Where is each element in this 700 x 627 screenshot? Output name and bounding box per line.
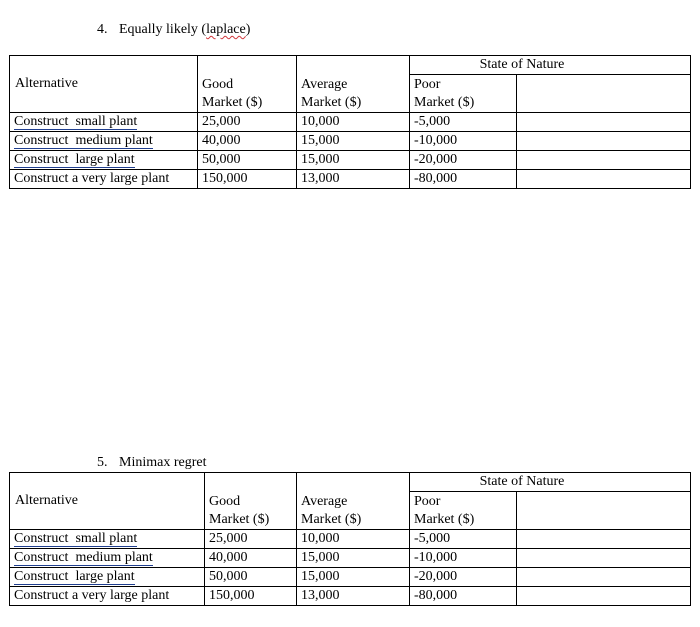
spellcheck-flagged-word[interactable]: laplace xyxy=(206,22,246,37)
good-market-header: Good Market ($) xyxy=(198,75,297,113)
table-row xyxy=(10,170,691,189)
header-blank-cell xyxy=(205,473,297,492)
good-value: 25,000 xyxy=(198,113,297,132)
table-row xyxy=(10,549,691,568)
alternative-header: Alternative xyxy=(10,56,198,113)
poor-value: -5,000 xyxy=(410,530,517,549)
alternative-cell[interactable]: Construct large plant xyxy=(10,568,205,587)
section-5-title: Minimax regret xyxy=(119,455,207,470)
poor-value: -10,000 xyxy=(410,549,517,568)
section-5-heading xyxy=(97,455,206,471)
average-value: 15,000 xyxy=(297,549,410,568)
good-value: 50,000 xyxy=(198,151,297,170)
average-value: 15,000 xyxy=(297,151,410,170)
average-market-header: Average Market ($) xyxy=(297,75,410,113)
alternative-cell[interactable]: Construct medium plant xyxy=(10,549,205,568)
good-value: 150,000 xyxy=(205,587,297,606)
empty-cell xyxy=(517,549,691,568)
average-value: 13,000 xyxy=(297,170,410,189)
average-value: 10,000 xyxy=(297,530,410,549)
good-market-header: Good Market ($) xyxy=(205,492,297,530)
state-of-nature-header: State of Nature xyxy=(410,473,691,492)
alternative-header: Alternative xyxy=(10,473,205,530)
alternative-cell: Construct a very large plant xyxy=(10,587,205,606)
poor-value: -20,000 xyxy=(410,568,517,587)
table-row xyxy=(10,132,691,151)
empty-cell xyxy=(517,132,691,151)
empty-cell xyxy=(517,151,691,170)
header-blank-cell xyxy=(297,473,410,492)
good-value: 150,000 xyxy=(198,170,297,189)
section-4-title: Equally likely ( xyxy=(119,22,207,37)
table-row xyxy=(10,568,691,587)
average-market-header: Average Market ($) xyxy=(297,492,410,530)
empty-cell xyxy=(517,113,691,132)
poor-value: -5,000 xyxy=(410,113,517,132)
average-value: 10,000 xyxy=(297,113,410,132)
alternative-cell[interactable]: Construct large plant xyxy=(10,151,198,170)
good-value: 50,000 xyxy=(205,568,297,587)
empty-column-header xyxy=(517,75,691,113)
table-row xyxy=(10,113,691,132)
header-blank-cell xyxy=(297,56,410,75)
header-blank-cell xyxy=(198,56,297,75)
poor-value: -80,000 xyxy=(410,587,517,606)
good-value: 40,000 xyxy=(205,549,297,568)
empty-cell xyxy=(517,530,691,549)
table-row xyxy=(10,151,691,170)
payoff-table-minimax-regret xyxy=(9,472,691,606)
empty-cell xyxy=(517,568,691,587)
section-5-number: 5. xyxy=(97,455,108,470)
poor-value: -80,000 xyxy=(410,170,517,189)
poor-value: -20,000 xyxy=(410,151,517,170)
section-4-number: 4. xyxy=(97,22,108,37)
alternative-cell[interactable]: Construct small plant xyxy=(10,113,198,132)
empty-cell xyxy=(517,587,691,606)
poor-value: -10,000 xyxy=(410,132,517,151)
poor-market-header: Poor Market ($) xyxy=(410,75,517,113)
good-value: 25,000 xyxy=(205,530,297,549)
poor-market-header: Poor Market ($) xyxy=(410,492,517,530)
section-4-title-suffix: ) xyxy=(245,22,251,37)
empty-column-header xyxy=(517,492,691,530)
average-value: 15,000 xyxy=(297,132,410,151)
state-of-nature-header: State of Nature xyxy=(410,56,691,75)
alternative-cell[interactable]: Construct small plant xyxy=(10,530,205,549)
alternative-cell: Construct a very large plant xyxy=(10,170,198,189)
payoff-table-equally-likely xyxy=(9,55,691,189)
empty-cell xyxy=(517,170,691,189)
average-value: 13,000 xyxy=(297,587,410,606)
section-4-heading xyxy=(97,22,250,38)
alternative-cell[interactable]: Construct medium plant xyxy=(10,132,198,151)
table-row xyxy=(10,530,691,549)
table-row xyxy=(10,587,691,606)
good-value: 40,000 xyxy=(198,132,297,151)
average-value: 15,000 xyxy=(297,568,410,587)
